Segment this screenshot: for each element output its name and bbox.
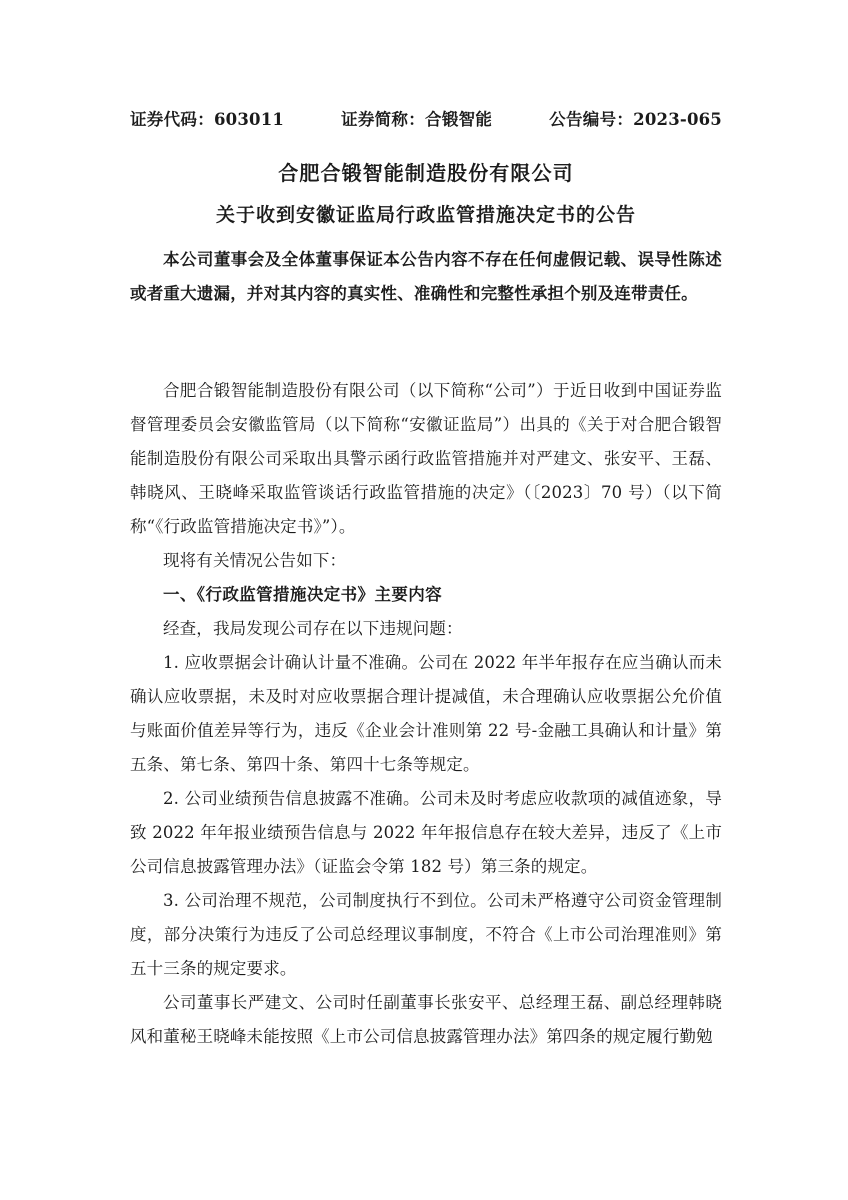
body-paragraph-officers: 公司董事长严建文、公司时任副董事长张安平、总经理王磊、副总经理韩晓风和董秘王晓峰未能按照《上市公司信息披露管理办法》第四条的规定履行勤勉 xyxy=(130,993,722,1046)
body-paragraph-findings-lead: 经查，我局发现公司存在以下违规问题： xyxy=(163,619,463,638)
security-abbr-value: 合锻智能 xyxy=(425,110,493,129)
announcement-subject-title: 关于收到安徽证监局行政监管措施决定书的公告 xyxy=(215,204,636,226)
security-header xyxy=(130,106,722,130)
security-code-label: 证券代码： xyxy=(130,110,214,129)
security-code-field xyxy=(130,106,284,130)
notice-number-field xyxy=(549,106,722,130)
body-paragraph-item-3: 3. 公司治理不规范，公司制度执行不到位。公司未严格遵守公司资金管理制度，部分决策行为违反了公司总经理议事制度，不符合《上市公司治理准则》第五十三条的规定要求。 xyxy=(130,891,722,978)
notice-number-value: 2023-065 xyxy=(633,110,722,129)
company-title: 合肥合锻智能制造股份有限公司 xyxy=(278,161,574,185)
security-code-value: 603011 xyxy=(214,110,285,129)
responsibility-statement: 本公司董事会及全体董事保证本公告内容不存在任何虚假记载、误导性陈述或者重大遗漏，并对其内容的真实性、准确性和完整性承担个别及连带责任。 xyxy=(130,250,722,303)
security-abbr-label: 证券简称： xyxy=(341,110,426,129)
body-paragraph-notice-as-follows: 现将有关情况公告如下： xyxy=(163,551,347,570)
body-paragraph-section-one: 一、《行政监管措施决定书》主要内容 xyxy=(163,585,443,604)
body-paragraph-intro: 合肥合锻智能制造股份有限公司（以下简称“公司”）于近日收到中国证券监督管理委员会安徽监管局（以下简称“安徽证监局”）出具的《关于对合肥合锻智能制造股份有限公司采取出具警示函行政监管措施并对严建文、张安平、王磊、韩晓风、王晓峰采取监管谈话行政监管措施的决定》（〔2023〕70 号）（以下简称“《行政监管措施决定书》”）。 xyxy=(130,381,722,536)
announcement-body xyxy=(130,374,722,1054)
body-paragraph-item-2: 2. 公司业绩预告信息披露不准确。公司未及时考虑应收款项的减值迹象，导致 2022 年年报业绩预告信息与 2022 年年报信息存在较大差异，违反了《上市公司信息披露管理办法》（证监会令第 182 号）第三条的规定。 xyxy=(130,789,722,876)
body-paragraph-item-1: 1. 应收票据会计确认计量不准确。公司在 2022 年半年报存在应当确认而未确认应收票据，未及时对应收票据合理计提减值，未合理确认应收票据公允价值与账面价值差异等行为，违反《企业会计准则第 22 号-金融工具确认和计量》第五条、第七条、第四十条、第四十七条等规定。 xyxy=(130,653,722,774)
security-abbr-field xyxy=(341,106,492,130)
notice-number-label: 公告编号： xyxy=(549,110,634,129)
